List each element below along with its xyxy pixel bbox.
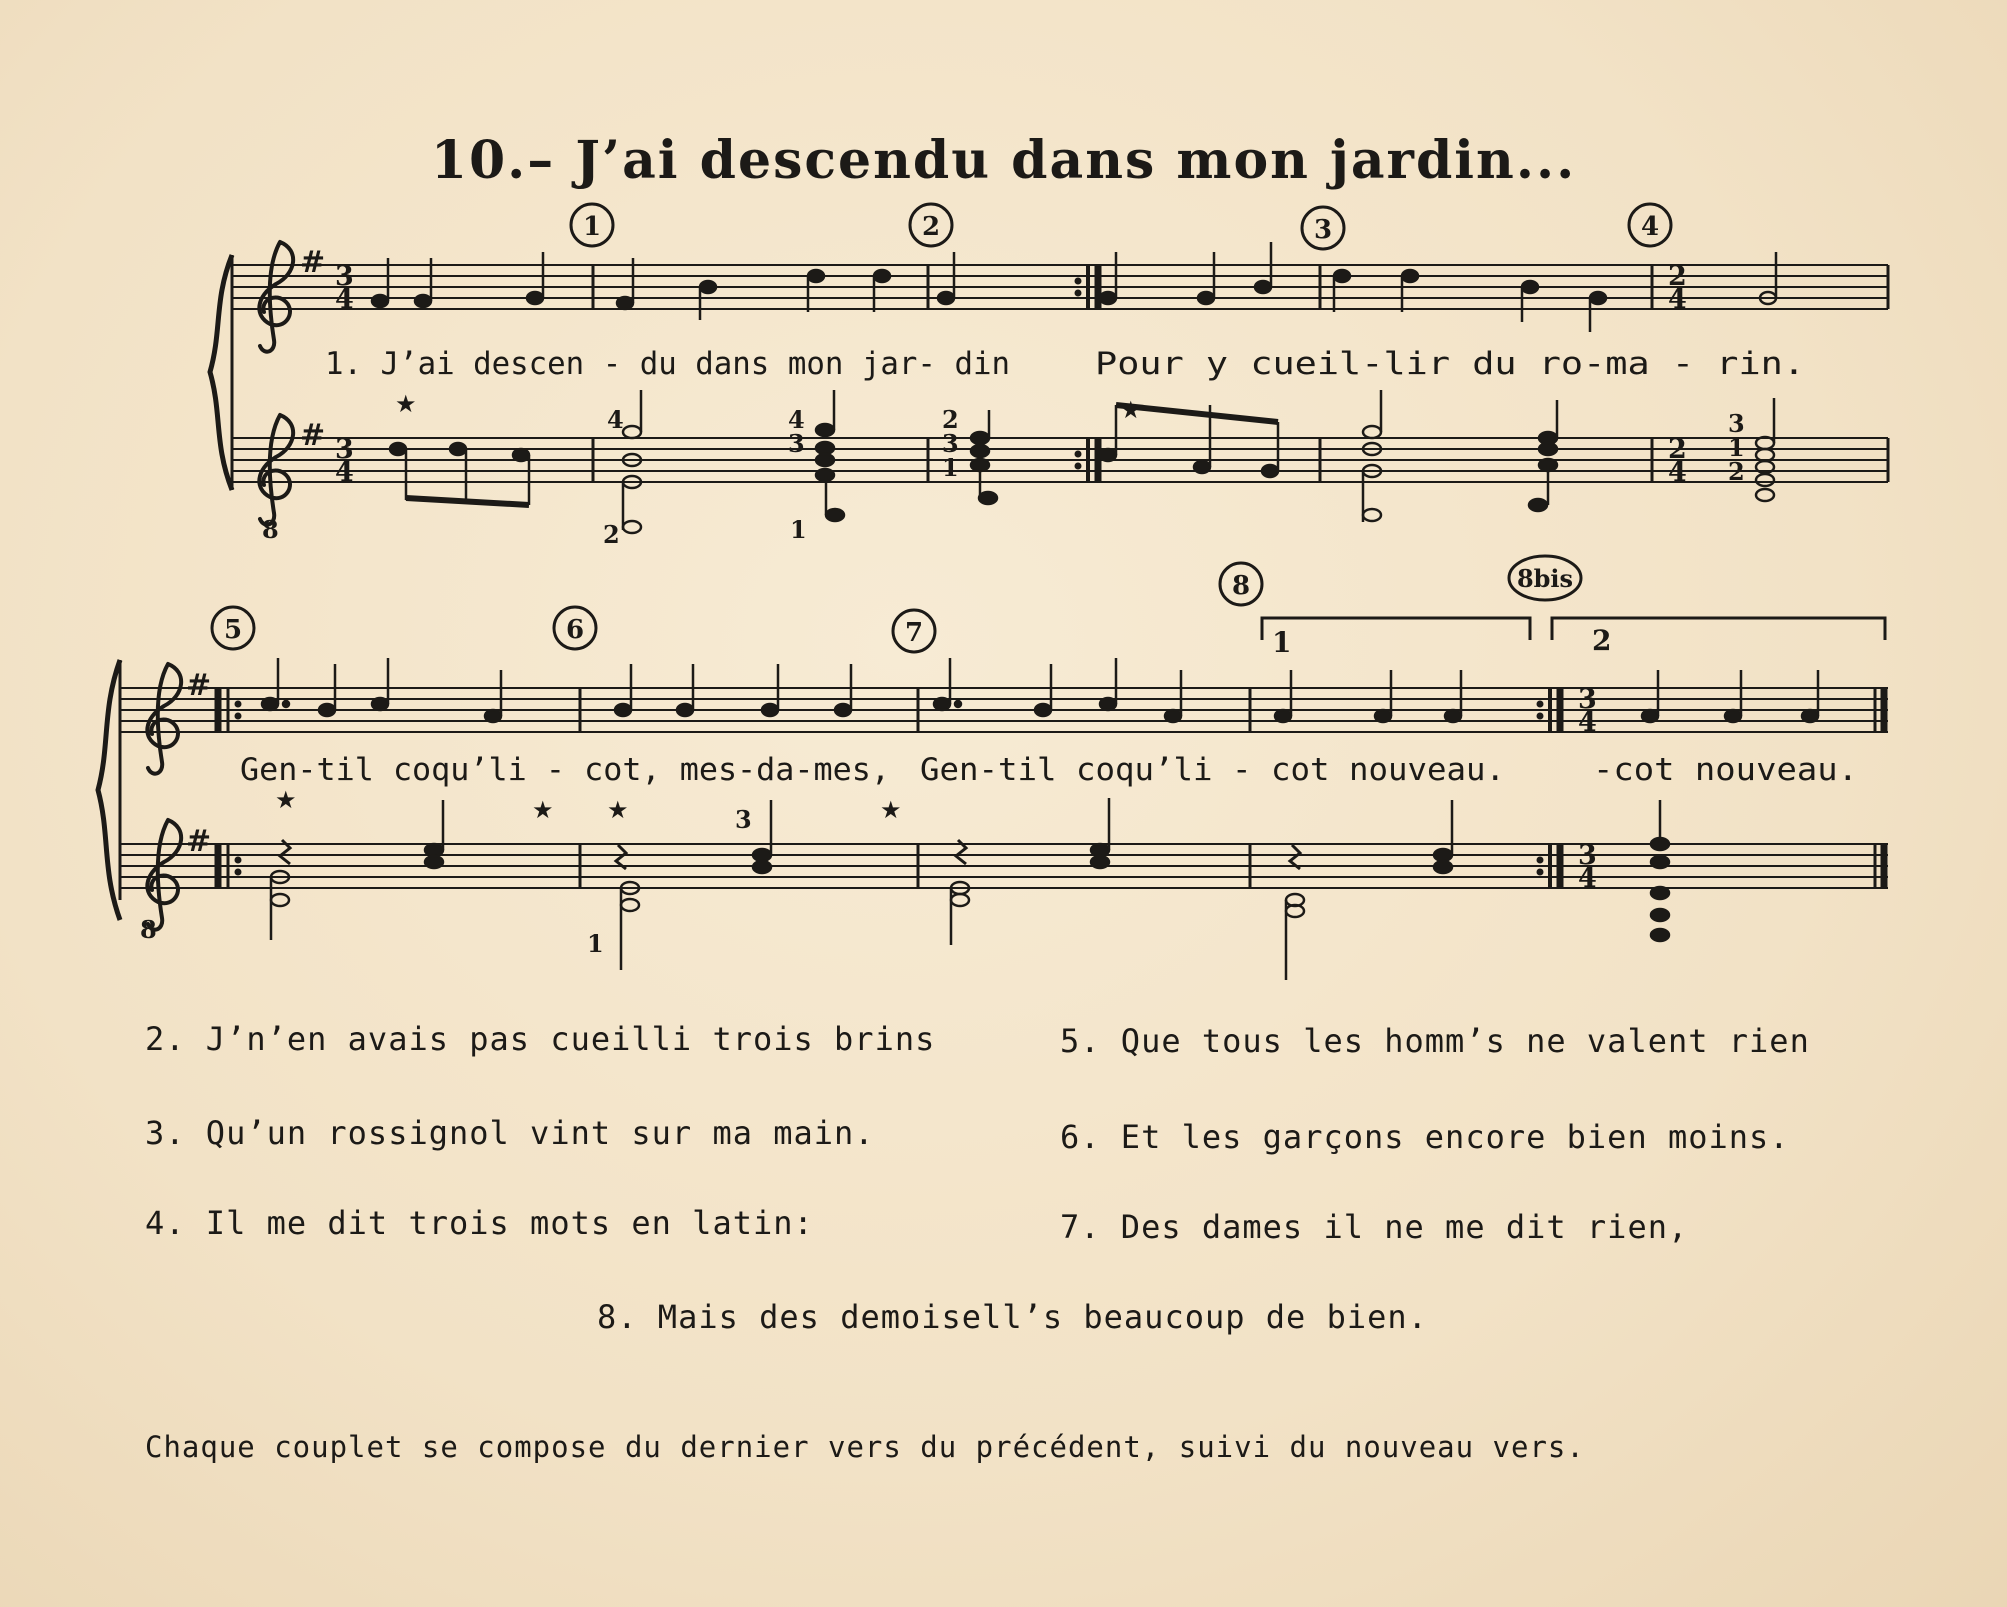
time-signature-bottom: 4 bbox=[335, 284, 354, 315]
repeat-sign-icon bbox=[1075, 278, 1082, 470]
treble-clef-icon bbox=[147, 664, 181, 774]
lyrics-line: Gen-til coqu’li - cot, mes-da-mes, bbox=[240, 752, 890, 788]
lyrics-line: 1. J’ai descen - du dans mon jar- din bbox=[325, 346, 1010, 382]
time-change-bottom: 4 bbox=[1668, 284, 1687, 315]
svg-text:3: 3 bbox=[1313, 215, 1333, 245]
verse-8: 8. Mais des demoisell’s beaucoup de bien. bbox=[597, 1298, 1428, 1336]
time-change-top: 3 bbox=[1578, 684, 1597, 715]
fingering: 2 bbox=[603, 520, 620, 549]
star-icon: ★ bbox=[395, 390, 417, 418]
measure-number-8bis bbox=[1509, 556, 1581, 600]
volta-brackets bbox=[1262, 618, 1885, 640]
star-icon: ★ bbox=[880, 796, 902, 824]
fingering: 1 bbox=[790, 515, 807, 544]
time-change-bottom: 4 bbox=[1668, 457, 1687, 488]
octave-mark: 8 bbox=[262, 515, 279, 544]
fingering: 2 bbox=[1728, 457, 1745, 486]
fingering: 1 bbox=[942, 453, 959, 482]
treble-clef-icon bbox=[259, 242, 293, 352]
fingering: 1 bbox=[587, 929, 604, 958]
star-icon: ★ bbox=[275, 786, 297, 814]
measure-number-2 bbox=[910, 204, 952, 246]
verse-6: 6. Et les garçons encore bien moins. bbox=[1060, 1118, 1790, 1156]
verse-4: 4. Il me dit trois mots en latin: bbox=[145, 1204, 814, 1242]
system-brace bbox=[210, 255, 232, 490]
sharp-icon: # bbox=[186, 668, 212, 703]
barlines bbox=[218, 688, 1884, 888]
lyrics-line: Pour y cueil-lir du ro-ma - rin. bbox=[1095, 346, 1805, 382]
time-signature-top: 3 bbox=[335, 434, 354, 465]
lyrics-line: -cot nouveau. bbox=[1593, 752, 1858, 788]
fingering: 3 bbox=[1728, 409, 1745, 438]
sharp-icon: # bbox=[300, 418, 326, 453]
fingering: 1 bbox=[1728, 433, 1745, 462]
footnote: Chaque couplet se compose du dernier vers du précédent, suivi du nouveau vers. bbox=[145, 1430, 1585, 1464]
fingering: 3 bbox=[735, 805, 752, 834]
time-signature-top: 3 bbox=[335, 261, 354, 292]
measure-number-7 bbox=[893, 610, 935, 652]
fingering: 2 bbox=[942, 405, 959, 434]
time-change-bottom: 4 bbox=[1578, 707, 1597, 738]
measure-number-8 bbox=[1220, 563, 1262, 605]
time-change-top: 3 bbox=[1578, 840, 1597, 871]
system-brace bbox=[98, 660, 120, 920]
time-change-top: 2 bbox=[1668, 434, 1687, 465]
time-change-top: 2 bbox=[1668, 261, 1687, 292]
system-2 bbox=[98, 556, 1888, 980]
svg-text:6: 6 bbox=[565, 615, 585, 645]
verse-2: 2. J’n’en avais pas cueilli trois brins bbox=[145, 1020, 936, 1058]
star-icon: ★ bbox=[1120, 396, 1142, 424]
lyrics-line: Gen-til coqu’li - cot nouveau. bbox=[920, 752, 1505, 788]
sharp-icon: # bbox=[186, 824, 212, 859]
fingering: 3 bbox=[942, 429, 959, 458]
sharp-icon: # bbox=[300, 245, 326, 280]
svg-text:2: 2 bbox=[921, 212, 941, 242]
voice-staff bbox=[232, 265, 1888, 309]
volta-1-label: 1 bbox=[1272, 626, 1292, 659]
time-signature-bottom: 4 bbox=[335, 457, 354, 488]
star-icon: ★ bbox=[607, 796, 629, 824]
treble-clef-icon bbox=[147, 820, 181, 930]
measure-number-3 bbox=[1302, 207, 1344, 249]
svg-text:7: 7 bbox=[904, 618, 924, 648]
volta-2-label: 2 bbox=[1592, 624, 1612, 657]
verse-3: 3. Qu’un rossignol vint sur ma main. bbox=[145, 1114, 875, 1152]
song-title: 10.– J’ai descendu dans mon jardin... bbox=[430, 130, 1577, 191]
system-1 bbox=[210, 204, 1888, 549]
svg-text:1: 1 bbox=[582, 212, 602, 242]
fingering: 4 bbox=[607, 405, 624, 434]
fingering: 3 bbox=[788, 429, 805, 458]
verse-7: 7. Des dames il ne me dit rien, bbox=[1060, 1208, 1689, 1246]
svg-text:8: 8 bbox=[1231, 571, 1251, 601]
measure-number-4 bbox=[1629, 204, 1671, 246]
guitar-notes bbox=[390, 390, 1774, 533]
svg-text:8bis: 8bis bbox=[1516, 564, 1574, 593]
measure-number-6 bbox=[554, 607, 596, 649]
time-change-bottom: 4 bbox=[1578, 863, 1597, 894]
treble-clef-icon bbox=[259, 415, 293, 525]
fingering: 4 bbox=[788, 405, 805, 434]
guitar-staff bbox=[120, 844, 1888, 888]
svg-text:4: 4 bbox=[1640, 212, 1660, 242]
measure-number-1 bbox=[571, 204, 613, 246]
svg-text:5: 5 bbox=[223, 615, 243, 645]
octave-mark: 8 bbox=[140, 915, 157, 944]
guitar-staff bbox=[232, 438, 1888, 482]
verse-5: 5. Que tous les homm’s ne valent rien bbox=[1060, 1022, 1810, 1060]
measure-number-5 bbox=[212, 607, 254, 649]
star-icon: ★ bbox=[532, 796, 554, 824]
